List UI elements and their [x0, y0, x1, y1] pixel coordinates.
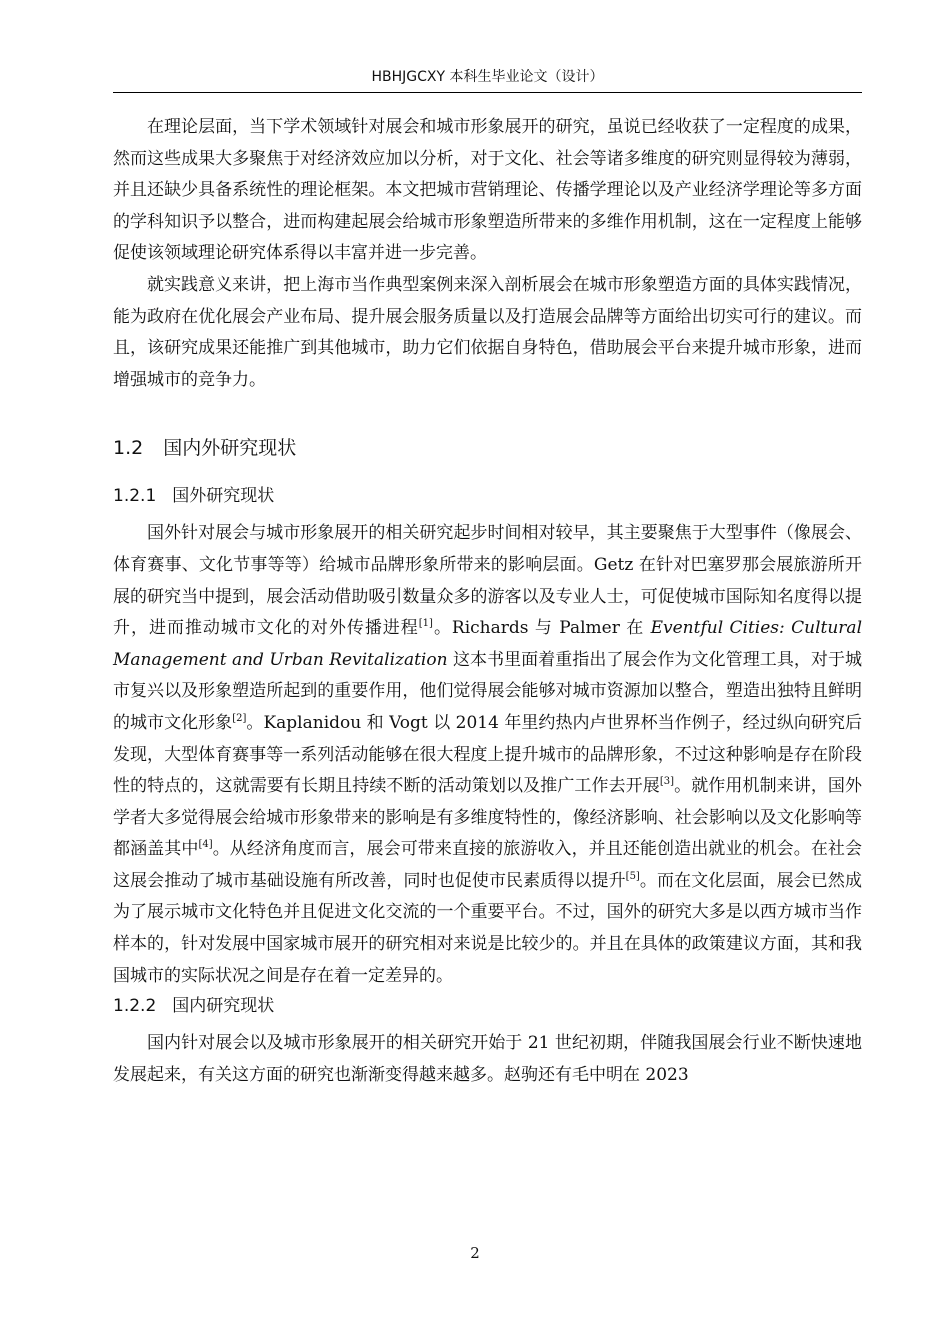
citation-5: [5]: [625, 870, 640, 882]
citation-4: [4]: [198, 839, 213, 851]
citation-1: [1]: [418, 618, 433, 630]
page-content: [113, 112, 862, 1091]
subsection-title: 国内研究现状: [172, 996, 275, 1017]
paragraph-domestic-research: 国内针对展会以及城市形象展开的相关研究开始于 21 世纪初期，伴随我国展会行业不断快速地发展起来，有关这方面的研究也渐渐变得越来越多。赵驹还有毛中明在 2023: [113, 1033, 862, 1085]
page-number: 2: [470, 1244, 480, 1262]
subsection-number: 1.2.2: [113, 996, 157, 1017]
paragraph-practice: 就实践意义来讲，把上海市当作典型案例来深入剖析展会在城市形象塑造方面的具体实践情况，能为政府在优化展会产业布局、提升展会服务质量以及打造展会品牌等方面给出切实可行的建议。而且，该研究成果还能推广到其他城市，助力它们依据自身特色，借助展会平台来提升城市形象，进而增强城市的竞争力。: [113, 274, 862, 390]
page-header: HBHJGCXY 本科生毕业论文（设计）: [113, 64, 862, 93]
subsection-heading-1-2-1: [113, 482, 862, 518]
citation-3: [3]: [659, 776, 675, 788]
text-run: 。Richards 与 Palmer 在: [432, 618, 651, 639]
citation-2: [2]: [232, 712, 247, 724]
subsection-number: 1.2.1: [113, 486, 157, 507]
text-run: 。而在文化层面，展会已然成为了展示城市文化特色并且促进文化交流的一个重要平台。不过，国外的研究大多是以西方城市当作样本的，针对发展中国家城市展开的研究相对来说是比较少的。并且在具体的政策建议方面，其和我国城市的实际状况之间是存在着一定差异的。: [113, 870, 863, 986]
paragraph-theory: 在理论层面，当下学术领域针对展会和城市形象展开的研究，虽说已经收获了一定程度的成果，然而这些成果大多聚焦于对经济效应加以分析，对于文化、社会等诸多维度的研究则显得较为薄弱，并且还缺少具备系统性的理论框架。本文把城市营销理论、传播学理论以及产业经济学理论等多方面的学科知识予以整合，进而构建起展会给城市形象塑造所带来的多维作用机制，这在一定程度上能够促使该领域理论研究体系得以丰富并进一步完善。: [113, 117, 862, 264]
text-run: 。从经济角度而言，展会可带来直接的旅游收入，并且还能创造出就业的机会。在社会这展会推动了城市基础设施有所改善，同时也促使市民素质得以提升: [113, 839, 863, 891]
text-run: 国外针对展会与城市形象展开的相关研究起步时间相对较早，其主要聚焦于大型事件（像展会、体育赛事、文化节事等等）给城市品牌形象所带来的影响层面。Getz 在针对巴塞罗那会展旅游所开展的研究当中提到，展会活动借助吸引数量众多的游客以及专业人士，可促使城市国际知名度得以提升，进而推动城市文化的对外传播进程: [113, 523, 862, 639]
text-run: 这本书里面着重指出了展会作为文化管理工具，对于城市复兴以及形象塑造所起到的重要作用，他们觉得展会能够对城市资源加以整合，塑造出独特且鲜明的城市文化形象: [113, 649, 862, 733]
subsection-heading-1-2-2: [113, 992, 862, 1028]
section-number: 1.2: [113, 437, 144, 460]
paragraph-foreign-research: [113, 518, 862, 992]
section-title: 国内外研究现状: [163, 437, 297, 460]
section-heading-1-2: [113, 434, 862, 482]
book-title: Eventful Cities: Cultural Management and Urban Revitalization: [113, 618, 863, 670]
subsection-title: 国外研究现状: [172, 486, 275, 507]
text-run: 。Kaplanidou 和 Vogt 以 2014 年里约热内卢世界杯当作例子，经过纵向研究后发现，大型体育赛事等一系列活动能够在很大程度上提升城市的品牌形象，不过这种影响是存在阶段性的特点的，这就需要有长期且持续不断的活动策划以及推广工作去开展: [113, 712, 862, 797]
text-run: 。就作用机制来讲，国外学者大多觉得展会给城市形象带来的影响是有多维度特性的，像经济影响、社会影响以及文化影响等都涵盖其中: [113, 776, 863, 860]
